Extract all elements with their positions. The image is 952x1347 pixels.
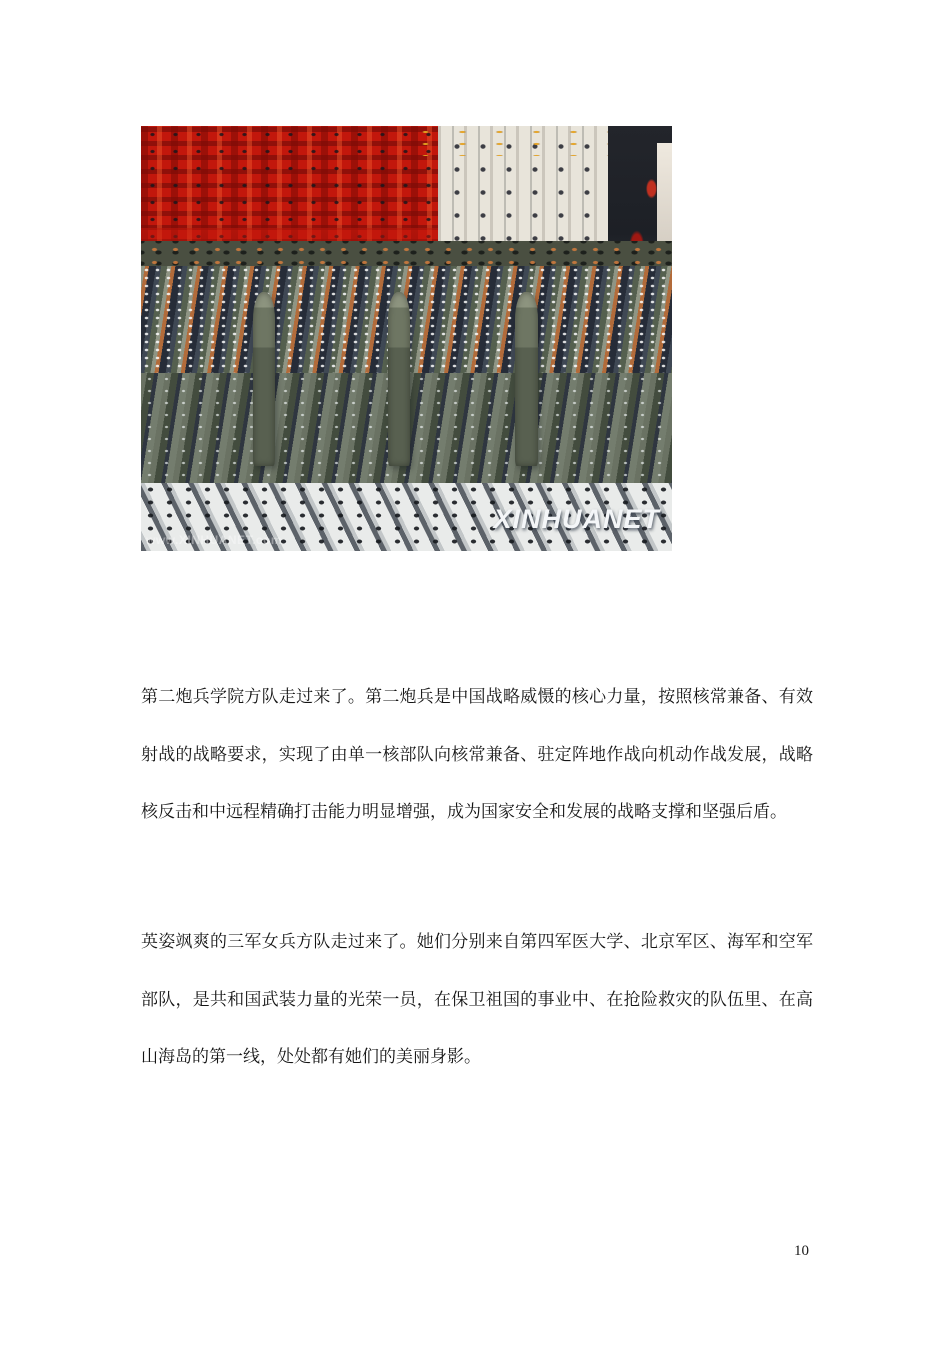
paragraph-second-artillery: 第二炮兵学院方队走过来了。第二炮兵是中国战略威慑的核心力量，按照核常兼备、有效射战的战略要求，实现了由单一核部队向核常兼备、驻定阵地作战向机动作战发展，战略核反击和中远程精确打击能力明显增强，成为国家安全和发展的战略支撑和坚强后盾。 bbox=[141, 687, 813, 821]
photo-small-watermark: www.XINHUANET.com bbox=[146, 533, 283, 547]
photo-column-leader bbox=[253, 292, 275, 466]
xinhuanet-watermark: XINHUANET bbox=[493, 504, 660, 534]
photo-column-leader bbox=[388, 292, 410, 466]
parade-photo bbox=[141, 126, 672, 551]
photo-column-leader bbox=[515, 292, 537, 466]
paragraph-women-soldiers: 英姿飒爽的三军女兵方队走过来了。她们分别来自第四军医大学、北京军区、海军和空军部队，是共和国武装力量的光荣一员，在保卫祖国的事业中、在抢险救灾的队伍里、在高山海岛的第一线，处处都有她们的美丽身影。 bbox=[141, 932, 813, 1066]
page-number: 10 bbox=[794, 1243, 809, 1259]
